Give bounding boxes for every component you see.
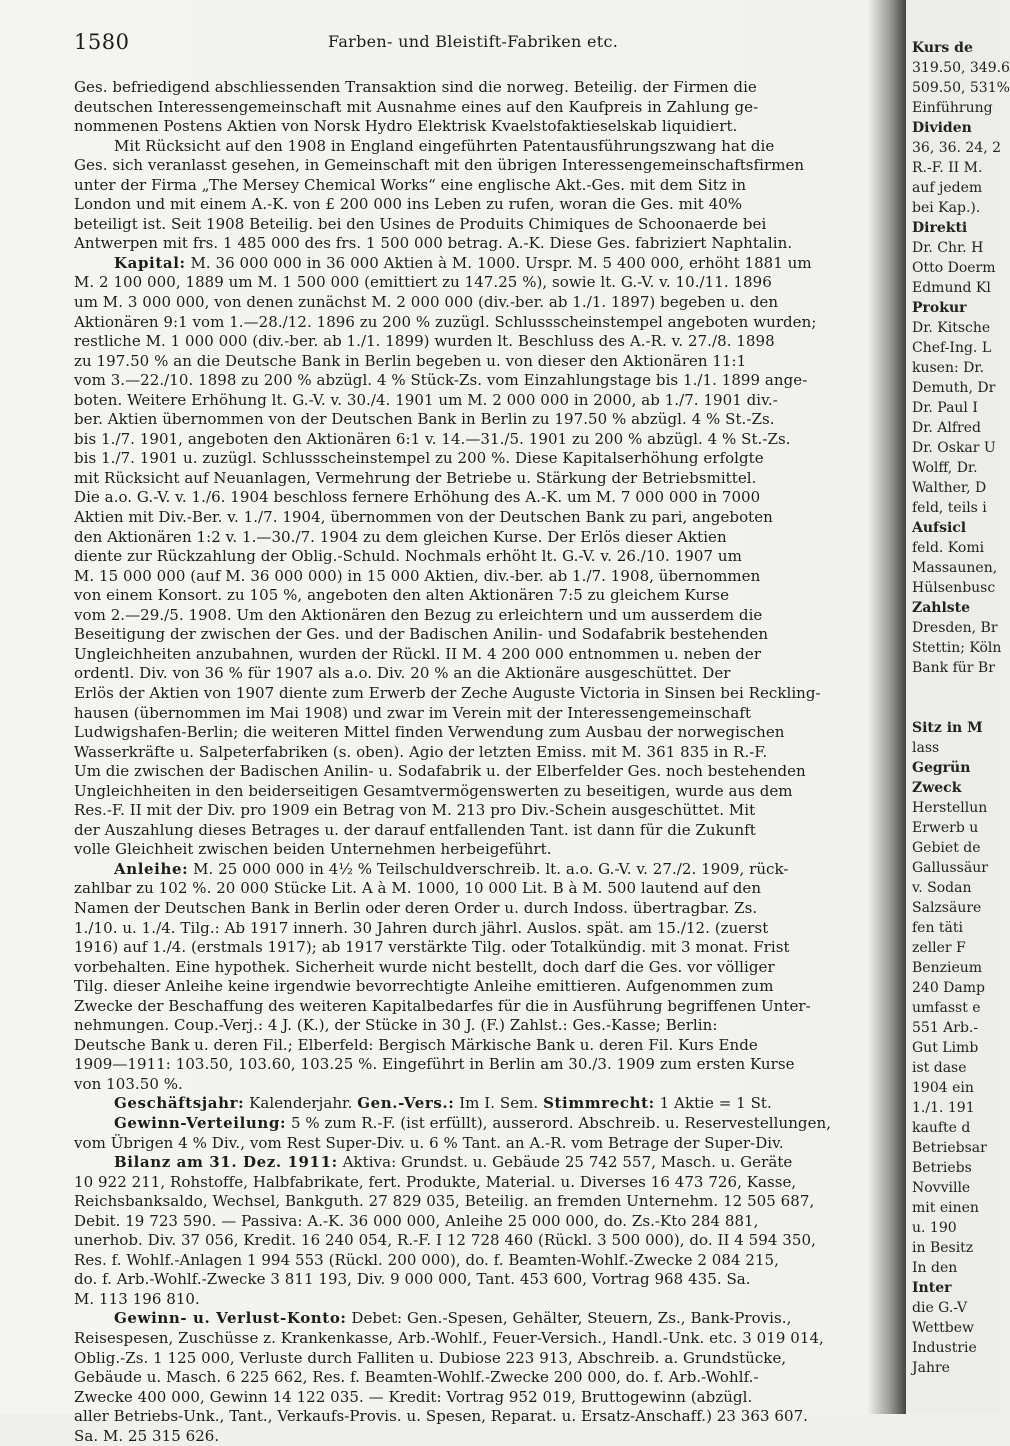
right-page-line: Benzieum bbox=[912, 960, 983, 976]
line-text: von 103.50 %. bbox=[74, 1074, 183, 1093]
right-page-line: Inter bbox=[912, 1280, 952, 1296]
section-label: Geschäftsjahr: bbox=[114, 1094, 245, 1113]
text-line bbox=[74, 782, 872, 802]
line-text: Oblig.-Zs. 1 125 000, Verluste durch Falliten u. Dubiose 223 913, Abschreib. a. Grundstücke, bbox=[74, 1348, 787, 1367]
right-page-line: 551 Arb.- bbox=[912, 1020, 979, 1036]
right-page-line: fen täti bbox=[912, 920, 964, 936]
line-text: Deutsche Bank u. deren Fil.; Elberfeld: Bergisch Märkische Bank u. deren Fil. Kurs Ende bbox=[74, 1035, 758, 1054]
text-line bbox=[74, 567, 872, 587]
line-text: Die a.o. G.-V. v. 1./6. 1904 beschloss fernere Erhöhung des A.-K. um M. 7 000 000 in 7000 bbox=[74, 488, 761, 507]
line-text: aller Betriebs-Unk., Tant., Verkaufs-Provis. u. Spesen, Reparat. u. Ersatz-Anschaff.) 23 363 607. bbox=[74, 1407, 809, 1426]
right-page-line: 319.50, 349.6 bbox=[912, 60, 1010, 76]
text-line bbox=[74, 743, 872, 763]
text-line bbox=[74, 137, 872, 157]
text-line bbox=[74, 704, 872, 724]
text-line bbox=[74, 1055, 872, 1075]
right-page-line: kusen: Dr. bbox=[912, 360, 984, 376]
right-page-line: auf jedem bbox=[912, 180, 983, 196]
right-page-line: kaufte d bbox=[912, 1120, 971, 1136]
text-line bbox=[74, 215, 872, 235]
line-text: ordentl. Div. von 36 % für 1907 als a.o. Div. 20 % an die Aktionäre ausgeschüttet. Der bbox=[74, 664, 731, 683]
text-line bbox=[74, 899, 872, 919]
line-text: um M. 3 000 000, von denen zunächst M. 2 000 000 (div.-ber. ab 1./1. 1897) begeben u. den bbox=[74, 293, 779, 312]
line-text: ber. Aktien übernommen von der Deutschen Bank in Berlin zu 197.50 % abzügl. 4 % St.-Zs. bbox=[74, 410, 775, 429]
line-text: London und mit einem A.-K. von £ 200 000 ins Leben zu rufen, woran die Ges. mit 40% bbox=[74, 195, 743, 214]
line-text: Aktiva: Grundst. u. Gebäude 25 742 557, Masch. u. Geräte bbox=[337, 1153, 793, 1172]
line-text: Sa. M. 25 315 626. bbox=[74, 1426, 220, 1445]
text-line bbox=[74, 1114, 872, 1134]
line-text: Antwerpen mit frs. 1 485 000 des frs. 1 500 000 betrag. A.-K. Diese Ges. fabriziert Naphtalin. bbox=[74, 234, 793, 253]
right-page-line: Novville bbox=[912, 1180, 971, 1196]
line-text: vom 3.—22./10. 1898 zu 200 % abzügl. 4 % Stück-Zs. vom Einzahlungstage bis 1./1. 1899 ange- bbox=[74, 371, 808, 390]
line-text: hausen (übernommen im Mai 1908) und zwar im Verein mit der Interessengemeinschaft bbox=[74, 703, 752, 722]
book-gutter-shadow bbox=[868, 0, 908, 1414]
line-text: Debet: Gen.-Spesen, Gehälter, Steuern, Zs., Bank-Provis., bbox=[346, 1309, 792, 1328]
text-line bbox=[74, 1251, 872, 1271]
text-line bbox=[74, 958, 872, 978]
right-page-line: Prokur bbox=[912, 300, 967, 316]
right-page-line: Zweck bbox=[912, 780, 962, 796]
section-label: Kapital: bbox=[114, 253, 186, 272]
right-page-line: Chef-Ing. L bbox=[912, 340, 992, 356]
right-page-line: mit einen bbox=[912, 1200, 979, 1216]
line-text: volle Gleichheit zwischen beiden Unternehmen herbeigeführt. bbox=[74, 840, 552, 859]
line-text: bis 1./7. 1901, angeboten den Aktionären 6:1 v. 14.—31./5. 1901 zu 200 % abzügl. 4 % St.-Zs. bbox=[74, 429, 791, 448]
right-page-text bbox=[912, 38, 1010, 1378]
right-page-line: Dr. Oskar U bbox=[912, 440, 996, 456]
right-page-line: Gegrün bbox=[912, 760, 971, 776]
right-page-line: umfasst e bbox=[912, 1000, 981, 1016]
line-text: Ges. befriedigend abschliessenden Transaktion sind die norweg. Beteilig. der Firmen die bbox=[74, 78, 757, 96]
right-page-line: Edmund Kl bbox=[912, 280, 991, 296]
line-text: M. 113 196 810. bbox=[74, 1289, 200, 1308]
right-page-line: Gut Limb bbox=[912, 1040, 979, 1056]
text-line bbox=[74, 1094, 872, 1114]
text-line bbox=[74, 1036, 872, 1056]
right-page-line: zeller F bbox=[912, 940, 966, 956]
line-text: Kalenderjahr. bbox=[244, 1094, 358, 1113]
line-text: Ungleichheiten anzubahnen, wurden der Rückl. II M. 4 200 000 entnommen u. neben der bbox=[74, 644, 762, 663]
right-page-line: Wolff, Dr. bbox=[912, 460, 978, 476]
line-text: Res. f. Wohlf.-Anlagen 1 994 553 (Rückl. 200 000), do. f. Beamten-Wohlf.-Zwecke 2 084 215, bbox=[74, 1250, 779, 1269]
text-line bbox=[74, 997, 872, 1017]
text-line bbox=[74, 821, 872, 841]
text-line bbox=[74, 1368, 872, 1388]
line-text: zahlbar zu 102 %. 20 000 Stücke Lit. A à M. 1000, 10 000 Lit. B à M. 500 lautend auf den bbox=[74, 879, 762, 898]
line-text: boten. Weitere Erhöhung lt. G.-V. v. 30./4. 1901 um M. 2 000 000 in 2000, ab 1./7. 1901 div.- bbox=[74, 390, 778, 409]
text-line bbox=[74, 410, 872, 430]
text-line bbox=[74, 449, 872, 469]
line-text: Ges. sich veranlasst gesehen, in Gemeinschaft mit den übrigen Interessengemeinschaftsfirmen bbox=[74, 156, 805, 175]
text-line bbox=[74, 664, 872, 684]
line-text: unerhob. Div. 37 056, Kredit. 16 240 054, R.-F. I 12 728 460 (Rückl. 3 500 000), do. II 4 594 350, bbox=[74, 1231, 816, 1250]
line-text: 5 % zum R.-F. (ist erfüllt), ausserord. Abschreib. u. Reservestellungen, bbox=[286, 1113, 832, 1132]
line-text: nommenen Postens Aktien von Norsk Hydro Elektrisk Kvaelstofaktieselskab liquidiert. bbox=[74, 117, 738, 136]
right-page-line: bei Kap.). bbox=[912, 200, 981, 216]
right-page-line: Kurs de bbox=[912, 40, 973, 56]
line-text: zu 197.50 % an die Deutsche Bank in Berlin begeben u. von dieser den Aktionären 11:1 bbox=[74, 351, 747, 370]
text-line bbox=[74, 606, 872, 626]
text-line bbox=[74, 254, 872, 274]
right-page-line: v. Sodan bbox=[912, 880, 972, 896]
right-page-line: Industrie bbox=[912, 1340, 977, 1356]
text-line bbox=[74, 1075, 872, 1095]
right-page-line: 1./1. 191 bbox=[912, 1100, 975, 1116]
right-page-line: Direkti bbox=[912, 220, 968, 236]
line-text: do. f. Arb.-Wohlf.-Zwecke 3 811 193, Div. 9 000 000, Tant. 453 600, Vortrag 968 435. Sa. bbox=[74, 1270, 751, 1289]
text-line bbox=[74, 1309, 872, 1329]
section-label: Gewinn- u. Verlust-Konto: bbox=[114, 1309, 347, 1328]
right-page-line: 240 Damp bbox=[912, 980, 985, 996]
right-page-line: u. 190 bbox=[912, 1220, 957, 1236]
text-line bbox=[74, 938, 872, 958]
line-text: Ungleichheiten in den beiderseitigen Gesamtvermögenswerten zu beseitigen, wurde aus dem bbox=[74, 781, 793, 800]
text-line bbox=[74, 176, 872, 196]
line-text: 1909—1911: 103.50, 103.60, 103.25 %. Eingeführt in Berlin am 30./3. 1909 zum ersten Kurse bbox=[74, 1055, 795, 1074]
right-page-line: Dr. Alfred bbox=[912, 420, 981, 436]
line-text: Namen der Deutschen Bank in Berlin oder deren Order u. durch Indoss. übertragbar. Zs. bbox=[74, 898, 758, 917]
right-page-line: Hülsenbusc bbox=[912, 580, 996, 596]
text-line bbox=[74, 879, 872, 899]
right-page-line: 36, 36. 24, 2 bbox=[912, 140, 1002, 156]
line-text: der Auszahlung dieses Betrages u. der darauf entfallenden Tant. ist dann für die Zukunft bbox=[74, 820, 756, 839]
text-line bbox=[74, 98, 872, 118]
text-line bbox=[74, 117, 872, 137]
line-text: vorbehalten. Eine hypothek. Sicherheit wurde nicht bestellt, doch darf die Ges. vor völliger bbox=[74, 957, 775, 976]
text-line bbox=[74, 1173, 872, 1193]
right-page-line: Einführung bbox=[912, 100, 993, 116]
line-text: Wasserkräfte u. Salpeterfabriken (s. oben). Agio der letzten Emiss. mit M. 361 835 in R.-F. bbox=[74, 742, 768, 761]
line-text: vom Übrigen 4 % Div., vom Rest Super-Div. u. 6 % Tant. an A.-R. vom Betrage der Super-Div. bbox=[74, 1133, 784, 1152]
right-page-line: Demuth, Dr bbox=[912, 380, 996, 396]
right-page-line: feld. Komi bbox=[912, 540, 985, 556]
text-line bbox=[74, 1134, 872, 1154]
right-page-line: Betriebs bbox=[912, 1160, 972, 1176]
line-text: nehmungen. Coup.-Verj.: 4 J. (K.), der Stücke in 30 J. (F.) Zahlst.: Ges.-Kasse; Berlin: bbox=[74, 1016, 718, 1035]
running-title: Farben- und Bleistift-Fabriken etc. bbox=[328, 32, 619, 51]
right-page-line: Dr. Kitsche bbox=[912, 320, 991, 336]
right-page-line: Stettin; Köln bbox=[912, 640, 1002, 656]
text-line bbox=[74, 195, 872, 215]
text-line bbox=[74, 1388, 872, 1408]
text-line bbox=[74, 371, 872, 391]
line-text: deutschen Interessengemeinschaft mit Ausnahme eines auf den Kaufpreis in Zahlung ge- bbox=[74, 97, 759, 116]
line-text: M. 15 000 000 (auf M. 36 000 000) in 15 000 Aktien, div.-ber. ab 1./7. 1908, übernommen bbox=[74, 566, 761, 585]
text-line bbox=[74, 430, 872, 450]
text-line bbox=[74, 1192, 872, 1212]
line-text: Mit Rücksicht auf den 1908 in England eingeführten Patentausführungszwang hat die bbox=[114, 136, 775, 155]
line-text: Um die zwischen der Badischen Anilin- u. Sodafabrik u. der Elberfelder Ges. noch bestehenden bbox=[74, 762, 806, 781]
line-text: Reisespesen, Zuschüsse z. Krankenkasse, Arb.-Wohlf., Feuer-Versich., Handl.-Unk. etc. 3 019 014, bbox=[74, 1329, 824, 1347]
text-line bbox=[74, 234, 872, 254]
text-line bbox=[74, 508, 872, 528]
page-number: 1580 bbox=[74, 30, 130, 54]
right-page-line: Zahlste bbox=[912, 600, 971, 616]
line-text: beteiligt ist. Seit 1908 Beteilig. bei den Usines de Produits Chimiques de Schoonaerde bei bbox=[74, 214, 767, 233]
right-page-line: lass bbox=[912, 740, 940, 756]
line-text: Zwecke der Beschaffung des weiteren Kapitalbedarfes für die in Ausführung begriffenen Unter- bbox=[74, 996, 811, 1015]
right-page-line: 1904 ein bbox=[912, 1080, 974, 1096]
line-text: Res.-F. II mit der Div. pro 1909 ein Betrag von M. 213 pro Div.-Schein ausgeschüttet. Mit bbox=[74, 801, 756, 820]
line-text: den Aktionären 1:2 v. 1.—30./7. 1904 zu dem gleichen Kurse. Der Erlös dieser Aktien bbox=[74, 527, 727, 546]
line-text: von einem Konsort. zu 105 %, angeboten den alten Aktionären 7:5 zu gleichem Kurse bbox=[74, 586, 730, 605]
right-page-line: Sitz in M bbox=[912, 720, 983, 736]
right-page-line: Herstellun bbox=[912, 800, 988, 816]
text-line bbox=[74, 313, 872, 333]
text-line bbox=[74, 625, 872, 645]
text-line bbox=[74, 645, 872, 665]
right-page-line: feld, teils i bbox=[912, 500, 987, 516]
text-line bbox=[74, 1231, 872, 1251]
right-page-line: die G.-V bbox=[912, 1300, 968, 1316]
text-line bbox=[74, 762, 872, 782]
right-page-line: Aufsicl bbox=[912, 520, 967, 536]
right-page-line: In den bbox=[912, 1260, 958, 1276]
right-page-line: Gallussäur bbox=[912, 860, 988, 876]
right-page-line: Betriebsar bbox=[912, 1140, 987, 1156]
right-page-line: Dresden, Br bbox=[912, 620, 998, 636]
text-line bbox=[74, 1329, 872, 1349]
line-text: Aktien mit Div.-Ber. v. 1./7. 1904, übernommen von der Deutschen Bank zu pari, angeboten bbox=[74, 508, 773, 527]
line-text: Debit. 19 723 590. — Passiva: A.-K. 36 000 000, Anleihe 25 000 000, do. Zs.-Kto 284 881, bbox=[74, 1211, 759, 1230]
line-text: Reichsbanksaldo, Wechsel, Bankguth. 27 829 035, Beteilig. an fremden Unternehm. 12 505 687, bbox=[74, 1192, 815, 1211]
line-text: unter der Firma „The Mersey Chemical Works“ eine englische Akt.-Ges. mit dem Sitz in bbox=[74, 175, 747, 194]
right-page-line: Bank für Br bbox=[912, 660, 995, 676]
line-text: Aktionären 9:1 vom 1.—28./12. 1896 zu 200 % zuzügl. Schlussscheinstempel angeboten wurden; bbox=[74, 312, 817, 331]
line-text: Erlös der Aktien von 1907 diente zum Erwerb der Zeche Auguste Victoria in Sinsen bei Reckling- bbox=[74, 683, 821, 702]
section-label: Stimmrecht: bbox=[543, 1094, 655, 1113]
right-page-line: Walther, D bbox=[912, 480, 987, 496]
text-line bbox=[74, 78, 872, 98]
text-line bbox=[74, 1153, 872, 1173]
line-text: 1 Aktie = 1 St. bbox=[654, 1094, 772, 1113]
body-text-column bbox=[74, 78, 872, 1445]
right-page-line: Salzsäure bbox=[912, 900, 982, 916]
right-page-line: Dr. Paul I bbox=[912, 400, 978, 416]
right-page-line: Jahre bbox=[912, 1360, 950, 1376]
right-page-line: Wettbew bbox=[912, 1320, 975, 1336]
line-text: Gebäude u. Masch. 6 225 662, Res. f. Beamten-Wohlf.-Zwecke 200 000, do. f. Arb.-Wohlf.- bbox=[74, 1368, 759, 1387]
text-line bbox=[74, 586, 872, 606]
text-line bbox=[74, 391, 872, 411]
text-line bbox=[74, 1016, 872, 1036]
text-line bbox=[74, 840, 872, 860]
text-line bbox=[74, 1427, 872, 1446]
line-text: vom 2.—29./5. 1908. Um den Aktionären den Bezug zu erleichtern und um ausserdem die bbox=[74, 605, 763, 624]
line-text: Tilg. dieser Anleihe keine irgendwie bevorrechtigte Anleihe emittieren. Aufgenommen zum bbox=[74, 977, 774, 996]
right-page-line: Erwerb u bbox=[912, 820, 979, 836]
right-page-line: Dr. Chr. H bbox=[912, 240, 984, 256]
line-text: Beseitigung der zwischen der Ges. und der Badischen Anilin- und Sodafabrik bestehenden bbox=[74, 625, 769, 644]
text-line bbox=[74, 977, 872, 997]
right-page-line bbox=[912, 698, 1002, 718]
line-text: M. 2 100 000, 1889 um M. 1 500 000 (emittiert zu 147.25 %), sowie lt. G.-V. v. 10./11. 1896 bbox=[74, 273, 772, 292]
right-page-line: R.-F. II M. bbox=[912, 160, 983, 176]
text-line bbox=[74, 488, 872, 508]
line-text: Im I. Sem. bbox=[454, 1094, 544, 1113]
line-text: 10 922 211, Rohstoffe, Halbfabrikate, fert. Produkte, Material. u. Diverses 16 473 726, Kasse, bbox=[74, 1172, 797, 1191]
text-line bbox=[74, 1290, 872, 1310]
section-label: Gen.-Vers.: bbox=[357, 1094, 455, 1113]
right-page-line: Massaunen, bbox=[912, 560, 998, 576]
section-label: Gewinn-Verteilung: bbox=[114, 1113, 287, 1132]
line-text: M. 25 000 000 in 4½ % Teilschuldverschreib. lt. a.o. G.-V. v. 27./2. 1909, rück- bbox=[188, 859, 789, 878]
line-text: diente zur Rückzahlung der Oblig.-Schuld. Nochmals erhöht lt. G.-V. v. 26./10. 1907 um bbox=[74, 547, 742, 566]
right-page-line: Gebiet de bbox=[912, 840, 981, 856]
text-line bbox=[74, 528, 872, 548]
line-text: M. 36 000 000 in 36 000 Aktien à M. 1000. Urspr. M. 5 400 000, erhöht 1881 um bbox=[185, 253, 812, 272]
line-text: 1./10. u. 1./4. Tilg.: Ab 1917 innerh. 30 Jahren durch jährl. Auslos. spät. am 15./12. (zuerst bbox=[74, 918, 769, 937]
text-line bbox=[74, 801, 872, 821]
text-line bbox=[74, 156, 872, 176]
right-page-line bbox=[912, 678, 1002, 698]
section-label: Bilanz am 31. Dez. 1911: bbox=[114, 1153, 338, 1172]
right-page-line: Otto Doerm bbox=[912, 260, 996, 276]
line-text: bis 1./7. 1901 u. zuzügl. Schlussscheinstempel zu 200 %. Diese Kapitalserhöhung erfolgte bbox=[74, 449, 764, 468]
section-label: Anleihe: bbox=[114, 859, 189, 878]
text-line bbox=[74, 352, 872, 372]
text-line bbox=[74, 1270, 872, 1290]
line-text: 1916) auf 1./4. (erstmals 1917); ab 1917 verstärkte Tilg. oder Totalkündig. mit 3 monat. Frist bbox=[74, 938, 790, 957]
text-line bbox=[74, 723, 872, 743]
text-line bbox=[74, 1407, 872, 1427]
right-page-line: ist dase bbox=[912, 1060, 967, 1076]
text-line bbox=[74, 919, 872, 939]
text-line bbox=[74, 1212, 872, 1232]
line-text: Zwecke 400 000, Gewinn 14 122 035. — Kredit: Vortrag 952 019, Bruttogewinn (abzügl. bbox=[74, 1387, 753, 1406]
line-text: mit Rücksicht auf Neuanlagen, Vermehrung der Betriebe u. Stärkung der Betriebsmittel. bbox=[74, 468, 757, 487]
text-line bbox=[74, 1349, 872, 1369]
page-header bbox=[74, 30, 864, 56]
right-page-line: Dividen bbox=[912, 120, 972, 136]
text-line bbox=[74, 860, 872, 880]
text-line bbox=[74, 547, 872, 567]
text-line bbox=[74, 332, 872, 352]
text-line bbox=[74, 684, 872, 704]
text-line bbox=[74, 293, 872, 313]
line-text: restliche M. 1 000 000 (div.-ber. ab 1./1. 1899) wurden lt. Beschluss des A.-R. v. 27./8. 1898 bbox=[74, 332, 775, 351]
text-line bbox=[74, 469, 872, 489]
text-line bbox=[74, 273, 872, 293]
right-page-line: 509.50, 531% bbox=[912, 80, 1010, 96]
line-text: Ludwigshafen-Berlin; die weiteren Mittel finden Verwendung zum Ausbau der norwegischen bbox=[74, 723, 785, 742]
right-page-line: in Besitz bbox=[912, 1240, 974, 1256]
